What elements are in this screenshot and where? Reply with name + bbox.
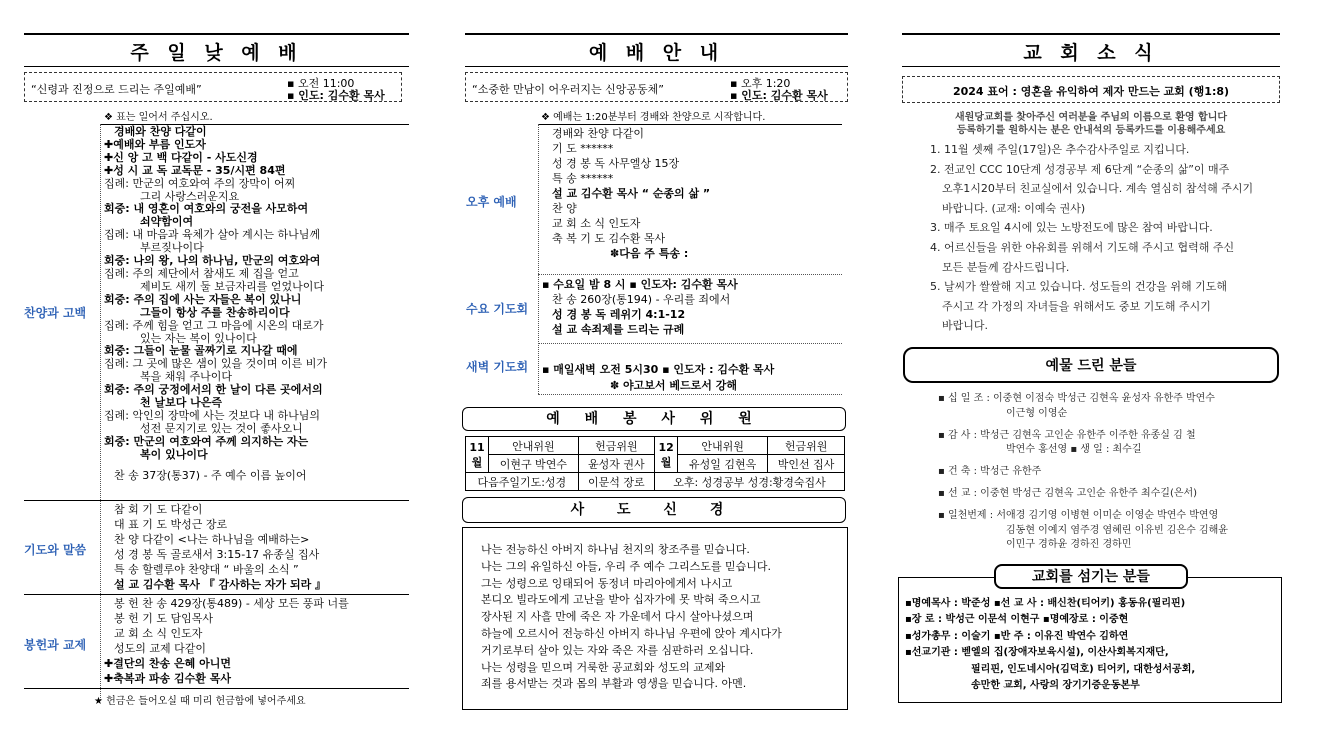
vol-footer: 다음주일기도:성경 [466, 473, 579, 491]
staff-line: ▪장 로 : 박성근 이문석 이현구 ▪명예장로 : 이중현 [905, 614, 1129, 626]
col2-divider [538, 124, 539, 394]
col2-motto: “소중한 만남이 어우러지는 신앙공동체” [472, 83, 664, 96]
praise-line: 제비도 새끼 둘 보금자리를 얻었나이다 [140, 279, 325, 293]
afternoon-line: 성 경 봉 독 사무엘상 15장 [552, 157, 680, 170]
prayer-line: 성 경 봉 독 골로새서 3:15-17 유종실 집사 [114, 548, 320, 561]
welcome-line-2: 등록하기를 원하시는 분은 안내석의 등록카드를 이용해주세요 [956, 125, 1226, 136]
col2-time: ▪ 오후 1:20 [730, 77, 791, 90]
vol-header: 안내위원 [489, 437, 579, 455]
prayer-line: 참 회 기 도 다같이 [114, 503, 203, 516]
donor-line: ▪ 십 일 조 : 이중현 이점숙 박성근 김현옥 윤성자 유한주 박연수 [938, 393, 1215, 404]
creed-line: 장사된 지 사흘 만에 죽은 자 가운데서 다시 살아나셨으며 [481, 610, 754, 624]
staff-line: 송만한 교회, 사랑의 장기기증운동본부 [971, 680, 1140, 692]
col3-title: 교 회 소 식 [1023, 42, 1159, 64]
donor-line: 이근형 이영순 [1006, 407, 1068, 419]
praise-line: ✚예배와 부름 인도자 [104, 137, 206, 151]
col3-motto: 2024 표어 : 영혼을 유익하여 제자 만드는 교회 (행1:8) [952, 85, 1230, 98]
praise-list [104, 126, 409, 482]
staff-list [905, 596, 1195, 694]
dawn-section-label: 새벽 기도회 [466, 360, 529, 374]
praise-line: 성전 문지기로 있는 것이 좋사오니 [140, 421, 303, 435]
col3-top-rule [902, 33, 1280, 35]
wed-line: 성 경 봉 독 레위기 4:1-12 [552, 308, 686, 321]
news-line: 4. 어르신들을 위한 야유회를 위해서 기도해 주시고 협력해 주신 [930, 240, 1235, 254]
staff-line: ▪선교기관 : 벧엘의 집(장애자보육시설), 이산사회복지재단, [905, 647, 1169, 659]
col3-title-rule [902, 66, 1280, 67]
afternoon-line: 경배와 찬양 다같이 [552, 127, 645, 140]
afternoon-line: 축 복 기 도 김수환 목사 [552, 232, 666, 245]
col1-time: ▪ 오전 11:00 [287, 77, 355, 90]
col1-rule-4 [24, 688, 409, 689]
col2-title-rule [465, 66, 848, 67]
col1-top-rule [24, 33, 409, 35]
donor-line: ▪ 일천번제 : 서애경 김기영 이병현 이미순 이영순 박연수 박연영 [938, 509, 1219, 521]
praise-line: 집례: 악인의 장막에 사는 것보다 내 하나님의 [104, 408, 320, 422]
creed-line: 거기로부터 살아 있는 자와 죽은 자를 심판하러 오십니다. [481, 643, 754, 657]
praise-line: 회중: 주의 궁정에서의 한 날이 다른 곳에서의 [104, 383, 323, 397]
col1-motto-box [24, 72, 402, 102]
vol-header: 헌금위원 [578, 437, 654, 455]
praise-line: 찬 송 37장(통37) - 주 예수 이름 높이어 [114, 468, 307, 482]
volunteer-table [465, 436, 845, 491]
col1-leader: ▪ 인도: 김수환 목사 [287, 89, 385, 102]
staff-line: 필리핀, 인도네시아(김덕호) 티어키, 대한성서공회, [971, 663, 1196, 675]
praise-line: 회중: 그들이 눈물 골짜기로 지나갈 때에 [104, 344, 298, 358]
praise-line: ✚신 앙 고 백 다같이 - 사도신경 [104, 150, 258, 164]
creed-line: 죄를 용서받는 것과 몸의 부활과 영생을 믿습니다. 아멘. [481, 677, 747, 691]
donor-line: 김동현 이예지 염주경 염혜린 이유빈 김은수 김해윤 [1006, 524, 1228, 536]
news-line: 모든 분들께 감사드립니다. [942, 260, 1070, 274]
creed-line: 하늘에 오르시어 전능하신 아버지 하나님 우편에 앉아 계시다가 [481, 626, 782, 640]
donor-line: 이민구 경하윤 경하진 경하민 [1006, 539, 1132, 551]
vol-footer: 이문석 장로 [578, 473, 654, 491]
afternoon-line: 교 회 소 식 인도자 [552, 217, 641, 230]
wed-line: 설 교 속죄제를 드리는 규례 [552, 323, 685, 336]
col2-motto-box [465, 72, 848, 102]
prayer-line: 설 교 김수환 목사 『 감사하는 자가 되라 』 [114, 578, 327, 591]
col2-note: ❖ 예배는 1:20분부터 경배와 찬양으로 시작합니다. [541, 112, 766, 123]
staff-line: ▪성가총무 : 이술기 ▪반 주 : 이유진 박연수 김하연 [905, 630, 1129, 642]
news-line: 바랍니다. (교재: 이예숙 권사) [942, 201, 1086, 215]
staff-title: 교회를 섬기는 분들 [994, 564, 1188, 589]
prayer-section-label: 기도와 말씀 [24, 543, 87, 557]
month-11: 11 월 [466, 437, 489, 473]
news-line: 2. 전교인 CCC 10단계 성경공부 제 6단계 “순종의 삶”이 매주 [930, 162, 1230, 176]
vol-footer: 오후: 성경공부 성경:황경숙집사 [655, 473, 845, 491]
news-line: 오후1시20부터 친교실에서 있습니다. 계속 열심히 참석해 주시기 [942, 182, 1254, 196]
afternoon-line: 기 도 ****** [552, 142, 614, 155]
offering-list [104, 596, 409, 686]
news-line: 5. 날씨가 쌀쌀해 지고 있습니다. 성도들의 건강을 위해 기도해 [930, 280, 1227, 294]
vol-header: 헌금위원 [768, 437, 845, 455]
offering-line: 봉 헌 찬 송 429장(통489) - 세상 모든 풍파 너를 [114, 597, 349, 610]
news-line: 1. 11월 셋째 주일(17일)은 추수감사주일로 지킵니다. [930, 143, 1190, 156]
col3-motto-box [902, 76, 1280, 103]
wed-line: ▪ 수요일 밤 8 시 ▪ 인도자: 김수환 목사 [542, 278, 738, 291]
praise-line: 복을 채워 주나이다 [140, 370, 233, 384]
vol-cell: 윤성자 권사 [578, 455, 654, 473]
welcome-line-1: 새원당교회를 찾아주신 여러분을 주님의 이름으로 환영 합니다 [954, 112, 1228, 123]
praise-line: 부르짖나이다 [140, 241, 204, 255]
offering-line: 봉 헌 기 도 담임목사 [114, 612, 213, 625]
praise-line: 천 날보다 나은즉 [140, 396, 223, 410]
praise-line: 집례: 내 마음과 육체가 살아 계시는 하나님께 [104, 228, 320, 242]
prayer-line: 특 송 할렐루야 찬양대 “ 바울의 소식 ” [114, 563, 299, 576]
col2-rule-1 [538, 124, 842, 125]
praise-line: 회중: 내 영혼이 여호와의 궁전을 사모하여 [104, 202, 309, 216]
col1-footnote: ★ 헌금은 들어오실 때 미리 헌금함에 넣어주세요 [94, 696, 306, 707]
col2-title: 예 배 안 내 [588, 42, 725, 64]
dawn-line: ✽ 야고보서 베드로서 강해 [610, 379, 737, 392]
vol-cell: 박인선 집사 [768, 455, 845, 473]
praise-line: 그리 사랑스러운지요 [140, 189, 240, 203]
col1-divider [100, 124, 101, 700]
afternoon-line: ✽다음 주 특송 : [610, 247, 689, 260]
dawn-list [542, 362, 842, 394]
col2-rule-2 [538, 274, 842, 275]
staff-line: ▪명예목사 : 박준성 ▪선 교 사 : 배신찬(티어키) 홍동유(필리핀) [905, 598, 1186, 609]
offering-line: 교 회 소 식 인도자 [114, 627, 203, 640]
offering-line: 성도의 교제 다같이 [114, 642, 207, 655]
afternoon-line: 설 교 김수환 목사 “ 순종의 삶 ” [552, 187, 711, 200]
creed-line: 본디오 빌라도에게 고난을 받아 십자가에 못 박혀 죽으시고 [481, 593, 761, 607]
col1-rule-3 [24, 594, 409, 595]
staff-box [898, 577, 1282, 703]
month-12: 12 월 [655, 437, 678, 473]
praise-line: 회중: 만군의 여호와여 주께 의지하는 자는 [104, 434, 309, 448]
col1-motto: “신령과 진정으로 드리는 주일예배” [31, 83, 202, 96]
dawn-line: ▪ 매일새벽 오전 5시30 ▪ 인도자 : 김수환 목사 [542, 363, 775, 376]
vol-header: 안내위원 [678, 437, 768, 455]
praise-line: 복이 있나이다 [140, 447, 208, 461]
offering-line: ✚결단의 찬송 은혜 아니면 [104, 657, 231, 670]
donor-line: ▪ 건 축 : 박성근 유한주 [938, 466, 1042, 478]
praise-line: 그들이 항상 주를 찬송하리이다 [140, 305, 290, 319]
afternoon-line: 찬 양 [552, 202, 577, 215]
donor-line: 박연수 홍선영 ▪ 생 일 : 최수길 [1006, 444, 1142, 456]
donor-line: ▪ 선 교 : 이중현 박성근 김현옥 고인순 유한주 최수길(은서) [938, 487, 1198, 499]
donor-line: ▪ 감 사 : 박성근 김현옥 고인순 유한주 이주한 유종실 김 철 [938, 429, 1196, 441]
creed-title: 사 도 신 경 [462, 497, 846, 523]
donor-list [938, 392, 1278, 553]
praise-line: 회중: 주의 집에 사는 자들은 복이 있나니 [104, 292, 302, 306]
praise-line: 쇠약함이여 [140, 215, 194, 229]
afternoon-line: 특 송 ****** [552, 172, 614, 185]
afternoon-list [552, 126, 842, 261]
col2-rule-4 [538, 394, 842, 395]
col2-leader: ▪ 인도: 김수환 목사 [730, 89, 828, 102]
praise-line: 회중: 나의 왕, 나의 하나님, 만군의 여호와여 [104, 254, 321, 268]
praise-line: 집례: 그 곳에 많은 샘이 있을 것이며 이른 비가 [104, 357, 327, 371]
creed-line: 그는 성령으로 잉태되어 동정녀 마리아에게서 나시고 [481, 576, 733, 590]
wed-list [542, 277, 842, 337]
praise-line: 집례: 주의 제단에서 참새도 제 집을 얻고 [104, 266, 299, 280]
praise-line: 집례: 주께 힘을 얻고 그 마음에 시온의 대로가 [104, 318, 324, 332]
news-list [930, 140, 1275, 336]
wed-section-label: 수요 기도회 [466, 302, 529, 316]
wed-line: 찬 송 260장(통194) - 우리를 죄에서 [552, 293, 731, 306]
creed-line: 나는 그의 유일하신 아들, 우리 주 예수 그리스도를 믿습니다. [481, 559, 771, 573]
praise-line: 경배와 찬양 다같이 [114, 125, 207, 138]
col2-rule-3 [538, 343, 842, 344]
vol-cell: 이현구 박연수 [489, 455, 579, 473]
news-line: 바랍니다. [942, 319, 989, 333]
afternoon-section-label: 오후 예배 [466, 195, 517, 209]
volunteer-title: 예 배 봉 사 위 원 [462, 407, 846, 431]
col1-title: 주 일 낮 예 배 [130, 42, 303, 64]
offering-donors-title: 예물 드린 분들 [903, 347, 1279, 383]
creed-text [481, 542, 782, 693]
praise-line: ✚성 시 교 독 교독문 - 35/시편 84편 [104, 163, 286, 177]
news-line: 3. 매주 토요일 4시에 있는 노방전도에 많은 참여 바랍니다. [930, 221, 1213, 235]
prayer-list [114, 502, 409, 592]
creed-line: 나는 성령을 믿으며 거룩한 공교회와 성도의 교제와 [481, 660, 726, 674]
col1-title-rule [24, 66, 409, 67]
offering-section-label: 봉헌과 교제 [24, 638, 87, 652]
creed-line: 나는 전능하신 아버지 하나님 천지의 창조주를 믿습니다. [481, 543, 750, 556]
vol-cell: 유성일 김현옥 [678, 455, 768, 473]
praise-section-label: 찬양과 고백 [24, 306, 87, 320]
offering-line: ✚축복과 파송 김수환 목사 [104, 672, 231, 685]
col2-top-rule [465, 33, 848, 35]
prayer-line: 찬 양 다같이 <나는 하나님을 예배하는> [114, 533, 310, 546]
praise-line: 집례: 만군의 여호와여 주의 장막이 어찌 [104, 176, 296, 190]
col1-note: ❖ 표는 일어서 주십시오. [104, 112, 213, 123]
prayer-line: 대 표 기 도 박성근 장로 [114, 518, 228, 531]
news-line: 주시고 각 가정의 자녀들을 위해서도 중보 기도해 주시기 [942, 299, 1211, 313]
creed-box [462, 527, 848, 710]
praise-line: 있는 자는 복이 있나이다 [140, 331, 257, 345]
col1-rule-2 [24, 500, 409, 501]
